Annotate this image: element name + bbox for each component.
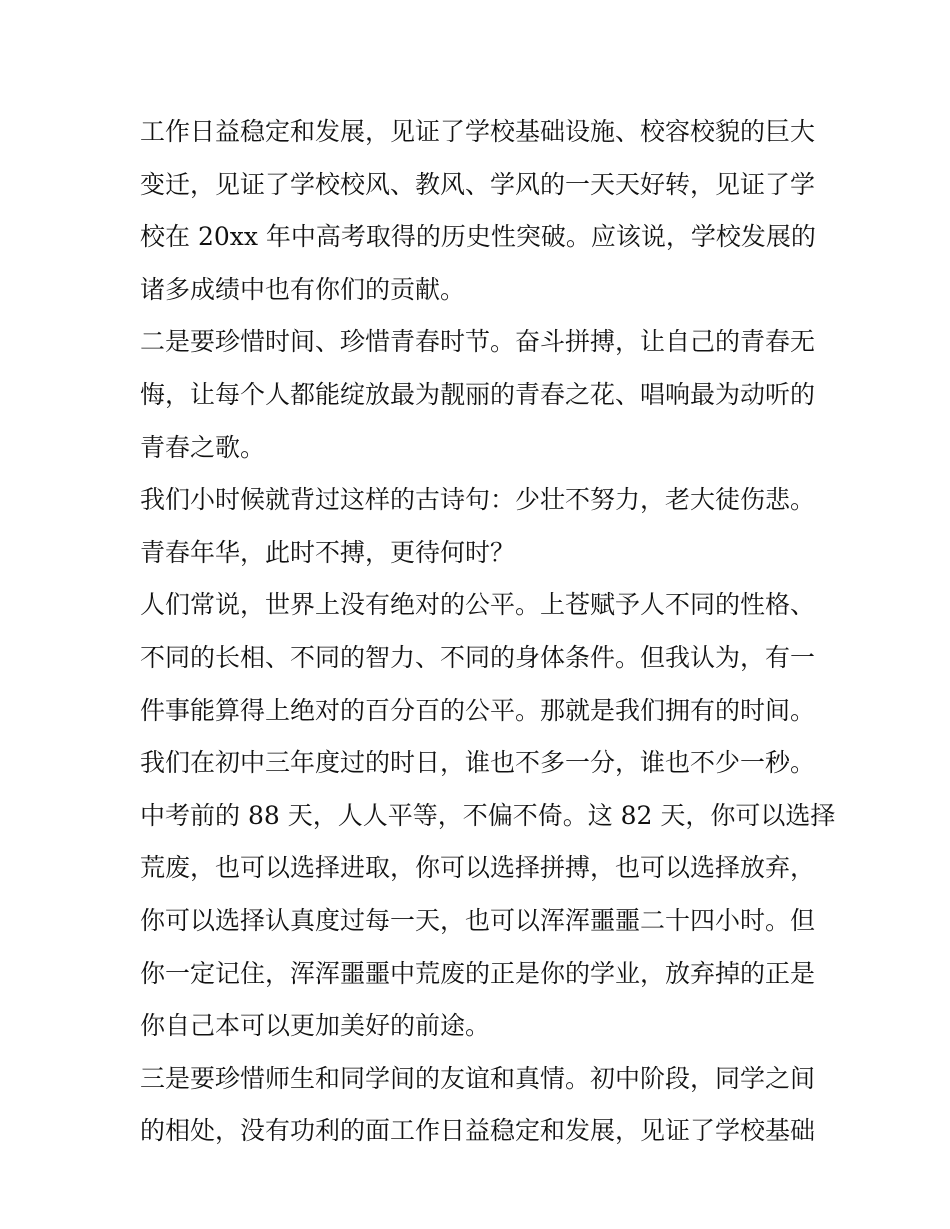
text-line: 悔，让每个人都能绽放最为靓丽的青春之花、唱响最为动听的 bbox=[140, 379, 816, 409]
text-line: 荒废，也可以选择进取，你可以选择拼搏，也可以选择放弃， bbox=[140, 853, 816, 883]
text-line: 件事能算得上绝对的百分百的公平。那就是我们拥有的时间。 bbox=[140, 695, 816, 725]
text-line: 校在 20xx 年中高考取得的历史性突破。应该说，学校发展的 bbox=[140, 222, 816, 252]
text-line: 变迁，见证了学校校风、教风、学风的一天天好转，见证了学 bbox=[140, 169, 816, 199]
text-line: 人们常说，世界上没有绝对的公平。上苍赋予人不同的性格、 bbox=[140, 590, 816, 620]
text-line: 二是要珍惜时间、珍惜青春时节。奋斗拼搏，让自己的青春无 bbox=[140, 327, 816, 357]
text-line: 你自己本可以更加美好的前途。 bbox=[140, 1011, 491, 1041]
document-body bbox=[140, 106, 836, 1158]
text-line: 青春年华，此时不搏，更待何时？ bbox=[140, 537, 516, 567]
text-line: 我们小时候就背过这样的古诗句：少壮不努力，老大徒伤悲。 bbox=[140, 485, 816, 515]
text-line: 中考前的 88 天，人人平等，不偏不倚。这 82 天，你可以选择 bbox=[140, 800, 836, 830]
text-line: 你可以选择认真度过每一天，也可以浑浑噩噩二十四小时。但 bbox=[140, 905, 816, 935]
text-line: 青春之歌。 bbox=[140, 432, 266, 462]
text-line: 诸多成绩中也有你们的贡献。 bbox=[140, 274, 466, 304]
text-line: 不同的长相、不同的智力、不同的身体条件。但我认为，有一 bbox=[140, 642, 816, 672]
text-line: 的相处，没有功利的面工作日益稳定和发展，见证了学校基础 bbox=[140, 1116, 816, 1146]
text-line: 三是要珍惜师生和同学间的友谊和真情。初中阶段，同学之间 bbox=[140, 1063, 816, 1093]
text-line: 工作日益稳定和发展，见证了学校基础设施、校容校貌的巨大 bbox=[140, 117, 816, 146]
text-line: 我们在初中三年度过的时日，谁也不多一分，谁也不少一秒。 bbox=[140, 748, 816, 778]
text-line: 你一定记住，浑浑噩噩中荒废的正是你的学业，放弃掉的正是 bbox=[140, 958, 816, 988]
